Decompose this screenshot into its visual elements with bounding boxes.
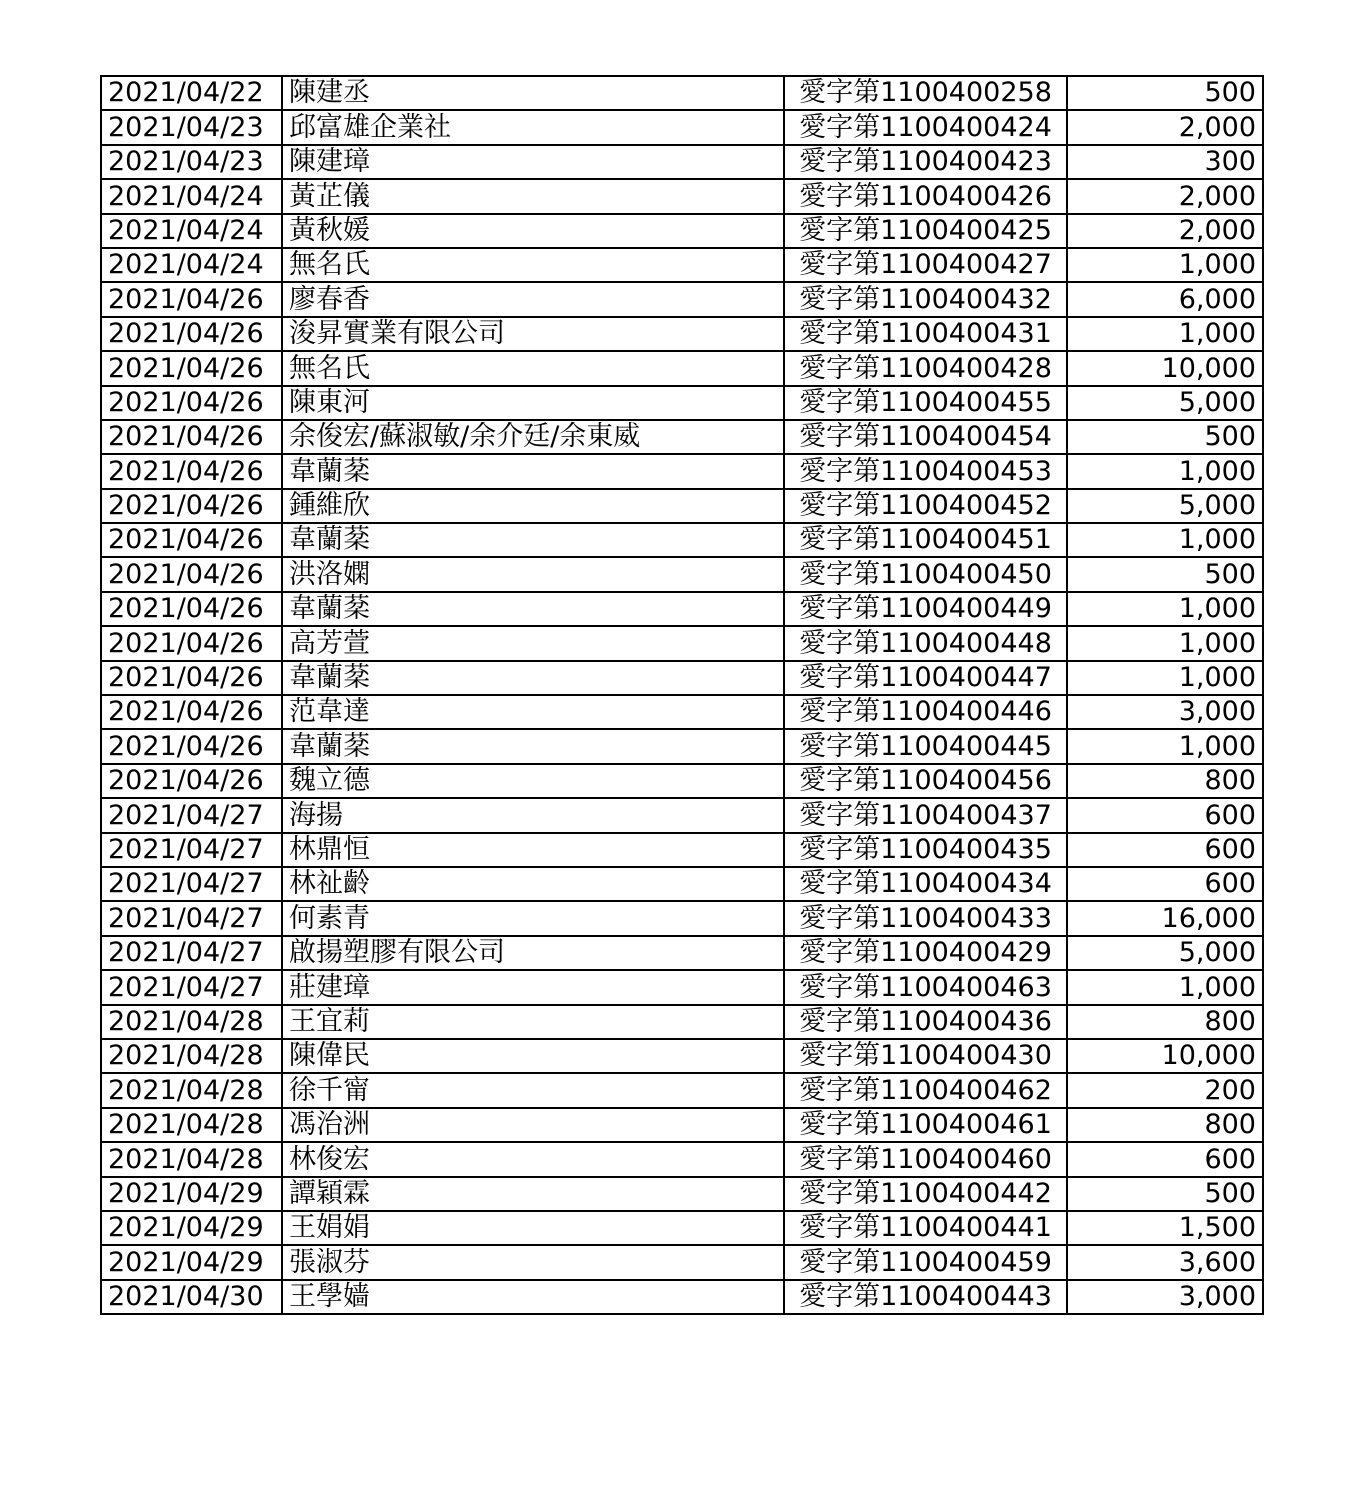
donor-name-cell: 韋蘭棻 [282,729,784,763]
table-row [101,1005,1263,1039]
table-row [101,1211,1263,1245]
date-cell: 2021/04/28 [101,1005,282,1039]
date-cell: 2021/04/26 [101,282,282,316]
donor-name-cell: 陳東河 [282,386,784,420]
donor-name-cell: 陳建璋 [282,145,784,179]
donor-name-cell: 馮治洲 [282,1108,784,1142]
table-row [101,1108,1263,1142]
receipt-number-cell: 愛字第1100400432 [784,282,1067,316]
donor-name-cell: 鍾維欣 [282,489,784,523]
date-cell: 2021/04/24 [101,214,282,248]
receipt-number-cell: 愛字第1100400425 [784,214,1067,248]
receipt-number-cell: 愛字第1100400448 [784,626,1067,660]
amount-cell: 800 [1067,1108,1263,1142]
date-cell: 2021/04/26 [101,626,282,660]
amount-cell: 3,000 [1067,695,1263,729]
donor-name-cell: 韋蘭棻 [282,523,784,557]
amount-cell: 600 [1067,798,1263,832]
receipt-number-cell: 愛字第1100400426 [784,179,1067,213]
date-cell: 2021/04/30 [101,1280,282,1314]
receipt-number-cell: 愛字第1100400451 [784,523,1067,557]
date-cell: 2021/04/26 [101,729,282,763]
receipt-number-cell: 愛字第1100400446 [784,695,1067,729]
receipt-number-cell: 愛字第1100400456 [784,764,1067,798]
donor-name-cell: 徐千甯 [282,1073,784,1107]
donor-name-cell: 高芳萱 [282,626,784,660]
receipt-number-cell: 愛字第1100400447 [784,661,1067,695]
amount-cell: 5,000 [1067,386,1263,420]
date-cell: 2021/04/26 [101,351,282,385]
receipt-number-cell: 愛字第1100400435 [784,833,1067,867]
date-cell: 2021/04/23 [101,110,282,144]
donor-name-cell: 黃芷儀 [282,179,784,213]
table-row [101,729,1263,763]
amount-cell: 1,000 [1067,626,1263,660]
receipt-number-cell: 愛字第1100400431 [784,317,1067,351]
table-row [101,764,1263,798]
amount-cell: 1,000 [1067,317,1263,351]
table-row [101,592,1263,626]
donor-name-cell: 何素青 [282,901,784,935]
donor-name-cell: 洪洛嫻 [282,557,784,591]
receipt-number-cell: 愛字第1100400430 [784,1039,1067,1073]
receipt-number-cell: 愛字第1100400450 [784,557,1067,591]
table-row [101,626,1263,660]
receipt-number-cell: 愛字第1100400436 [784,1005,1067,1039]
date-cell: 2021/04/24 [101,248,282,282]
receipt-number-cell: 愛字第1100400449 [784,592,1067,626]
amount-cell: 300 [1067,145,1263,179]
amount-cell: 800 [1067,764,1263,798]
table-row [101,557,1263,591]
donor-name-cell: 邱富雄企業社 [282,110,784,144]
table-row [101,454,1263,488]
table-row [101,833,1263,867]
donor-name-cell: 林鼎恒 [282,833,784,867]
donation-table [100,75,1264,1315]
date-cell: 2021/04/28 [101,1108,282,1142]
date-cell: 2021/04/26 [101,489,282,523]
date-cell: 2021/04/26 [101,386,282,420]
donor-name-cell: 魏立德 [282,764,784,798]
date-cell: 2021/04/26 [101,557,282,591]
table-row [101,489,1263,523]
donor-name-cell: 張淑芬 [282,1245,784,1279]
donor-name-cell: 譚穎霖 [282,1177,784,1211]
date-cell: 2021/04/28 [101,1039,282,1073]
donor-name-cell: 韋蘭棻 [282,661,784,695]
table-row [101,386,1263,420]
donor-name-cell: 韋蘭棻 [282,592,784,626]
amount-cell: 600 [1067,1142,1263,1176]
amount-cell: 500 [1067,557,1263,591]
date-cell: 2021/04/27 [101,867,282,901]
table-row [101,1039,1263,1073]
donor-name-cell: 王宜莉 [282,1005,784,1039]
amount-cell: 3,000 [1067,1280,1263,1314]
table-row [101,1073,1263,1107]
table-row [101,214,1263,248]
table-row [101,970,1263,1004]
receipt-number-cell: 愛字第1100400433 [784,901,1067,935]
amount-cell: 500 [1067,420,1263,454]
donor-name-cell: 王學嫱 [282,1280,784,1314]
receipt-number-cell: 愛字第1100400429 [784,936,1067,970]
donor-name-cell: 廖春香 [282,282,784,316]
amount-cell: 5,000 [1067,489,1263,523]
receipt-number-cell: 愛字第1100400453 [784,454,1067,488]
amount-cell: 2,000 [1067,110,1263,144]
amount-cell: 10,000 [1067,351,1263,385]
donor-name-cell: 無名氏 [282,351,784,385]
amount-cell: 3,600 [1067,1245,1263,1279]
date-cell: 2021/04/27 [101,970,282,1004]
table-row [101,867,1263,901]
donor-name-cell: 韋蘭棻 [282,454,784,488]
table-row [101,1142,1263,1176]
amount-cell: 5,000 [1067,936,1263,970]
amount-cell: 200 [1067,1073,1263,1107]
receipt-number-cell: 愛字第1100400463 [784,970,1067,1004]
date-cell: 2021/04/27 [101,901,282,935]
table-row [101,661,1263,695]
donor-name-cell: 陳偉民 [282,1039,784,1073]
date-cell: 2021/04/26 [101,317,282,351]
date-cell: 2021/04/28 [101,1142,282,1176]
table-row [101,695,1263,729]
amount-cell: 16,000 [1067,901,1263,935]
receipt-number-cell: 愛字第1100400455 [784,386,1067,420]
date-cell: 2021/04/27 [101,936,282,970]
amount-cell: 500 [1067,1177,1263,1211]
table-row [101,1280,1263,1314]
donor-name-cell: 海揚 [282,798,784,832]
receipt-number-cell: 愛字第1100400452 [784,489,1067,523]
amount-cell: 1,000 [1067,970,1263,1004]
table-row [101,1177,1263,1211]
amount-cell: 1,000 [1067,523,1263,557]
date-cell: 2021/04/26 [101,592,282,626]
table-row [101,282,1263,316]
date-cell: 2021/04/23 [101,145,282,179]
donor-name-cell: 莊建璋 [282,970,784,1004]
donation-table-body [101,76,1263,1314]
receipt-number-cell: 愛字第1100400445 [784,729,1067,763]
date-cell: 2021/04/26 [101,420,282,454]
amount-cell: 1,000 [1067,592,1263,626]
table-row [101,798,1263,832]
amount-cell: 1,500 [1067,1211,1263,1245]
amount-cell: 10,000 [1067,1039,1263,1073]
date-cell: 2021/04/26 [101,661,282,695]
receipt-number-cell: 愛字第1100400424 [784,110,1067,144]
receipt-number-cell: 愛字第1100400423 [784,145,1067,179]
receipt-number-cell: 愛字第1100400258 [784,76,1067,110]
date-cell: 2021/04/26 [101,764,282,798]
date-cell: 2021/04/29 [101,1245,282,1279]
donor-name-cell: 浚昇實業有限公司 [282,317,784,351]
date-cell: 2021/04/28 [101,1073,282,1107]
receipt-number-cell: 愛字第1100400441 [784,1211,1067,1245]
receipt-number-cell: 愛字第1100400461 [784,1108,1067,1142]
amount-cell: 500 [1067,76,1263,110]
receipt-number-cell: 愛字第1100400437 [784,798,1067,832]
date-cell: 2021/04/29 [101,1177,282,1211]
amount-cell: 1,000 [1067,248,1263,282]
amount-cell: 600 [1067,833,1263,867]
receipt-number-cell: 愛字第1100400460 [784,1142,1067,1176]
donor-name-cell: 范韋達 [282,695,784,729]
table-row [101,420,1263,454]
date-cell: 2021/04/24 [101,179,282,213]
table-row [101,523,1263,557]
table-row [101,901,1263,935]
donor-name-cell: 陳建丞 [282,76,784,110]
donor-name-cell: 余俊宏/蘇淑敏/余介廷/余東威 [282,420,784,454]
amount-cell: 1,000 [1067,454,1263,488]
date-cell: 2021/04/26 [101,523,282,557]
date-cell: 2021/04/27 [101,833,282,867]
amount-cell: 800 [1067,1005,1263,1039]
receipt-number-cell: 愛字第1100400443 [784,1280,1067,1314]
receipt-number-cell: 愛字第1100400462 [784,1073,1067,1107]
table-row [101,248,1263,282]
receipt-number-cell: 愛字第1100400454 [784,420,1067,454]
table-row [101,317,1263,351]
receipt-number-cell: 愛字第1100400442 [784,1177,1067,1211]
receipt-number-cell: 愛字第1100400434 [784,867,1067,901]
receipt-number-cell: 愛字第1100400459 [784,1245,1067,1279]
amount-cell: 2,000 [1067,214,1263,248]
donor-name-cell: 林俊宏 [282,1142,784,1176]
table-row [101,351,1263,385]
amount-cell: 1,000 [1067,729,1263,763]
receipt-number-cell: 愛字第1100400428 [784,351,1067,385]
amount-cell: 6,000 [1067,282,1263,316]
date-cell: 2021/04/26 [101,695,282,729]
date-cell: 2021/04/22 [101,76,282,110]
donor-name-cell: 王娟娟 [282,1211,784,1245]
table-row [101,110,1263,144]
donor-name-cell: 啟揚塑膠有限公司 [282,936,784,970]
table-row [101,179,1263,213]
table-row [101,1245,1263,1279]
amount-cell: 600 [1067,867,1263,901]
table-row [101,936,1263,970]
amount-cell: 1,000 [1067,661,1263,695]
amount-cell: 2,000 [1067,179,1263,213]
table-row [101,76,1263,110]
receipt-number-cell: 愛字第1100400427 [784,248,1067,282]
date-cell: 2021/04/27 [101,798,282,832]
date-cell: 2021/04/26 [101,454,282,488]
donor-name-cell: 無名氏 [282,248,784,282]
donor-name-cell: 林祉齡 [282,867,784,901]
date-cell: 2021/04/29 [101,1211,282,1245]
table-row [101,145,1263,179]
donor-name-cell: 黃秋媛 [282,214,784,248]
